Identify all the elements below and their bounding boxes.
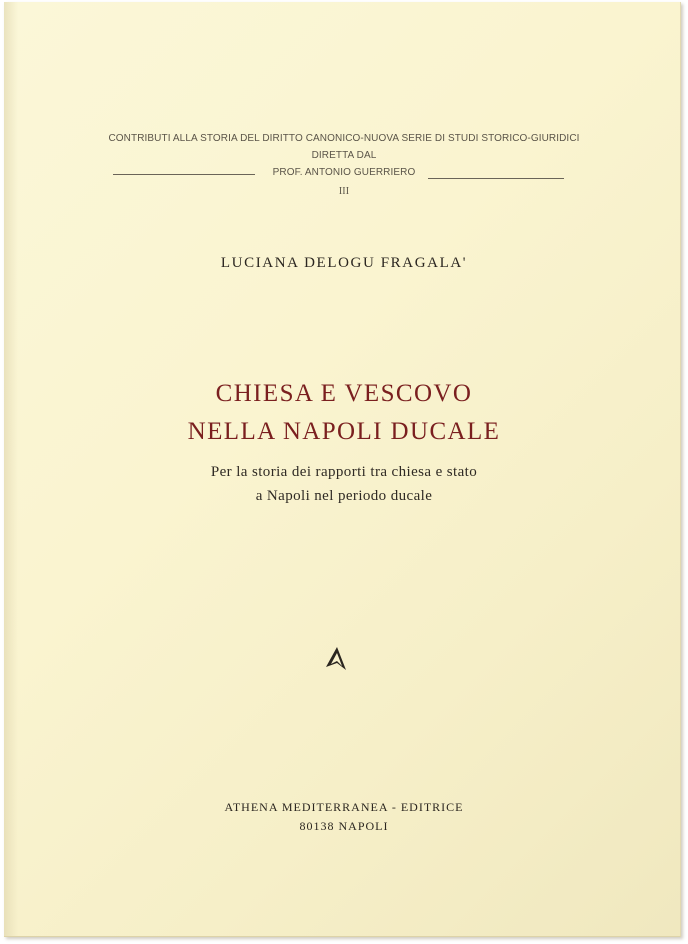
author-name: LUCIANA DELOGU FRAGALA': [220, 255, 468, 271]
book-title-line1: CHIESA E VESCOVO: [215, 380, 473, 407]
publisher-logo-icon: [324, 646, 348, 674]
series-volume-number: III: [338, 186, 350, 197]
publisher-location: 80138 NAPOLI: [299, 819, 389, 833]
book-subtitle-line1: Per la storia dei rapporti tra chiesa e stato: [210, 464, 478, 480]
book-title-line2: NELLA NAPOLI DUCALE: [187, 418, 501, 445]
series-director-name: PROF. ANTONIO GUERRIERO: [272, 167, 416, 178]
book-subtitle-line2: a Napoli nel periodo ducale: [255, 488, 433, 504]
publisher-name: ATHENA MEDITERRANEA - EDITRICE: [224, 800, 464, 814]
series-director-label: DIRETTA DAL: [311, 150, 377, 161]
series-rule-right: [428, 178, 564, 179]
series-title: CONTRIBUTI ALLA STORIA DEL DIRITTO CANONICO-NUOVA SERIE DI STUDI STORICO-GIURIDICI: [108, 133, 580, 144]
